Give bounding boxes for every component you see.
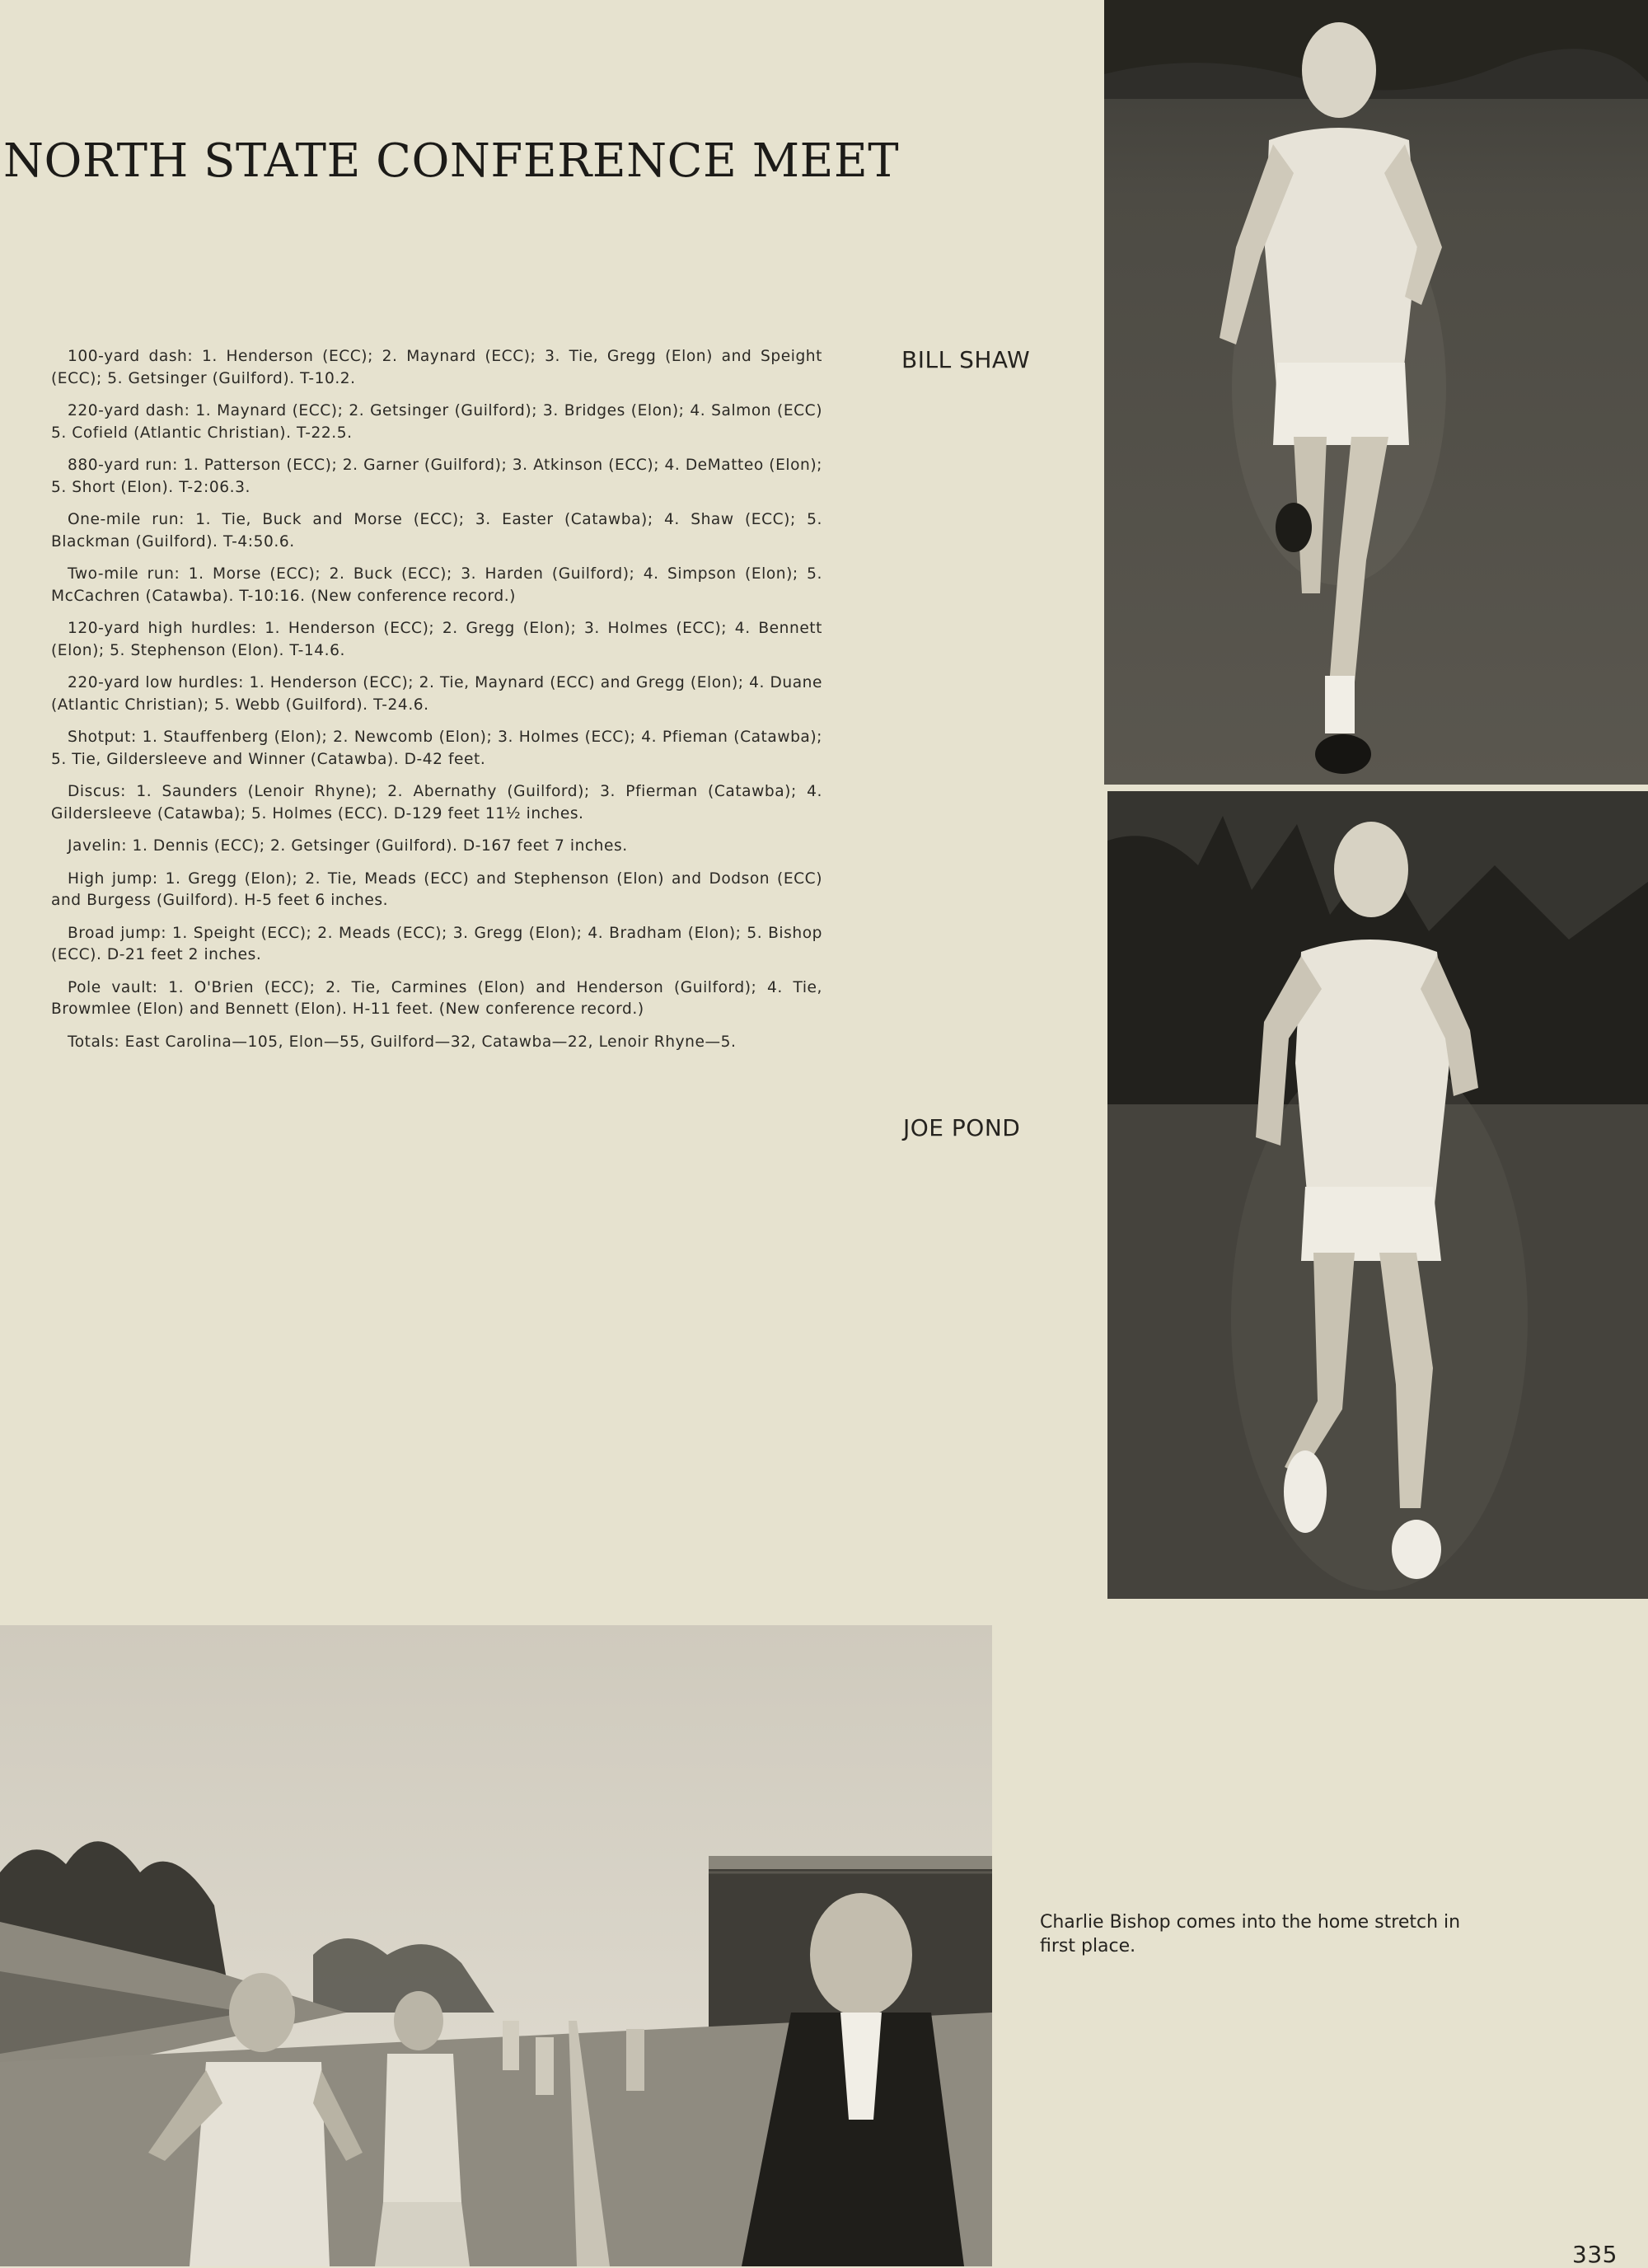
caption-bill-shaw: BILL SHAW (901, 346, 1031, 373)
result-entry: High jump: 1. Gregg (Elon); 2. Tie, Meads (ECC) and Stephenson (Elon) and Dodson (ECC) and Burgess (Guilford). H-5 feet 6 inches. (51, 869, 822, 909)
photo-bill-shaw (1104, 0, 1648, 785)
result-entry: Broad jump: 1. Speight (ECC); 2. Meads (ECC); 3. Gregg (Elon); 4. Bradham (Elon); 5. Bishop (ECC). D-21 feet 2 inches. (51, 924, 822, 963)
result-entry: Shotput: 1. Stauffenberg (Elon); 2. Newcomb (Elon); 3. Holmes (ECC); 4. Pfieman (Catawba); 5. Tie, Gildersleeve and Winner (Catawba). D-42 feet. (51, 729, 822, 768)
result-entry: Two-mile run: 1. Morse (ECC); 2. Buck (ECC); 3. Harden (Guilford); 4. Simpson (Elon); 5. McCachren (Catawba). T-10:16. (New conference record.) (51, 565, 822, 605)
meet-results (51, 346, 822, 1064)
result-entry: Totals: East Carolina—105, Elon—55, Guilford—32, Catawba—22, Lenoir Rhyne—5. (68, 1033, 737, 1051)
page-number: 335 (1572, 2241, 1618, 2268)
result-entry: Javelin: 1. Dennis (ECC); 2. Getsinger (Guilford). D-167 feet 7 inches. (68, 837, 628, 855)
result-entry: 880-yard run: 1. Patterson (ECC); 2. Garner (Guilford); 3. Atkinson (ECC); 4. DeMatteo (Elon); 5. Short (Elon). T-2:06.3. (51, 457, 822, 496)
result-entry: Pole vault: 1. O'Brien (ECC); 2. Tie, Carmines (Elon) and Henderson (Guilford); 4. Tie, Browmlee (Elon) and Bennett (Elon). H-11 feet. (New conference record.) (51, 978, 822, 1018)
caption-joe-pond: JOE POND (903, 1114, 1021, 1141)
result-entry: 100-yard dash: 1. Henderson (ECC); 2. Maynard (ECC); 3. Tie, Gregg (Elon) and Speight (ECC); 5. Getsinger (Guilford). T-10.2. (51, 348, 822, 387)
result-entry: 220-yard low hurdles: 1. Henderson (ECC); 2. Tie, Maynard (ECC) and Gregg (Elon); 4. Duane (Atlantic Christian); 5. Webb (Guilford). T-24.6. (51, 674, 822, 714)
result-entry: Discus: 1. Saunders (Lenoir Rhyne); 2. Abernathy (Guilford); 3. Pfierman (Catawba); 4. Gildersleeve (Catawba); 5. Holmes (ECC). D-129 feet 11½ inches. (51, 783, 822, 822)
photo-track-race (0, 1625, 992, 2266)
photo-joe-pond (1107, 791, 1648, 1599)
photo-caption: Charlie Bishop comes into the home stretch in first place. (1040, 1912, 1461, 1956)
result-entry: 120-yard high hurdles: 1. Henderson (ECC); 2. Gregg (Elon); 3. Holmes (ECC); 4. Bennett (Elon); 5. Stephenson (Elon). T-14.6. (51, 620, 822, 659)
result-entry: 220-yard dash: 1. Maynard (ECC); 2. Getsinger (Guilford); 3. Bridges (Elon); 4. Salmon (ECC) 5. Cofield (Atlantic Christian). T-22.5. (51, 402, 822, 442)
result-entry: One-mile run: 1. Tie, Buck and Morse (ECC); 3. Easter (Catawba); 4. Shaw (ECC); 5. Blackman (Guilford). T-4:50.6. (51, 511, 822, 551)
page-title: NORTH STATE CONFERENCE MEET (3, 134, 900, 188)
